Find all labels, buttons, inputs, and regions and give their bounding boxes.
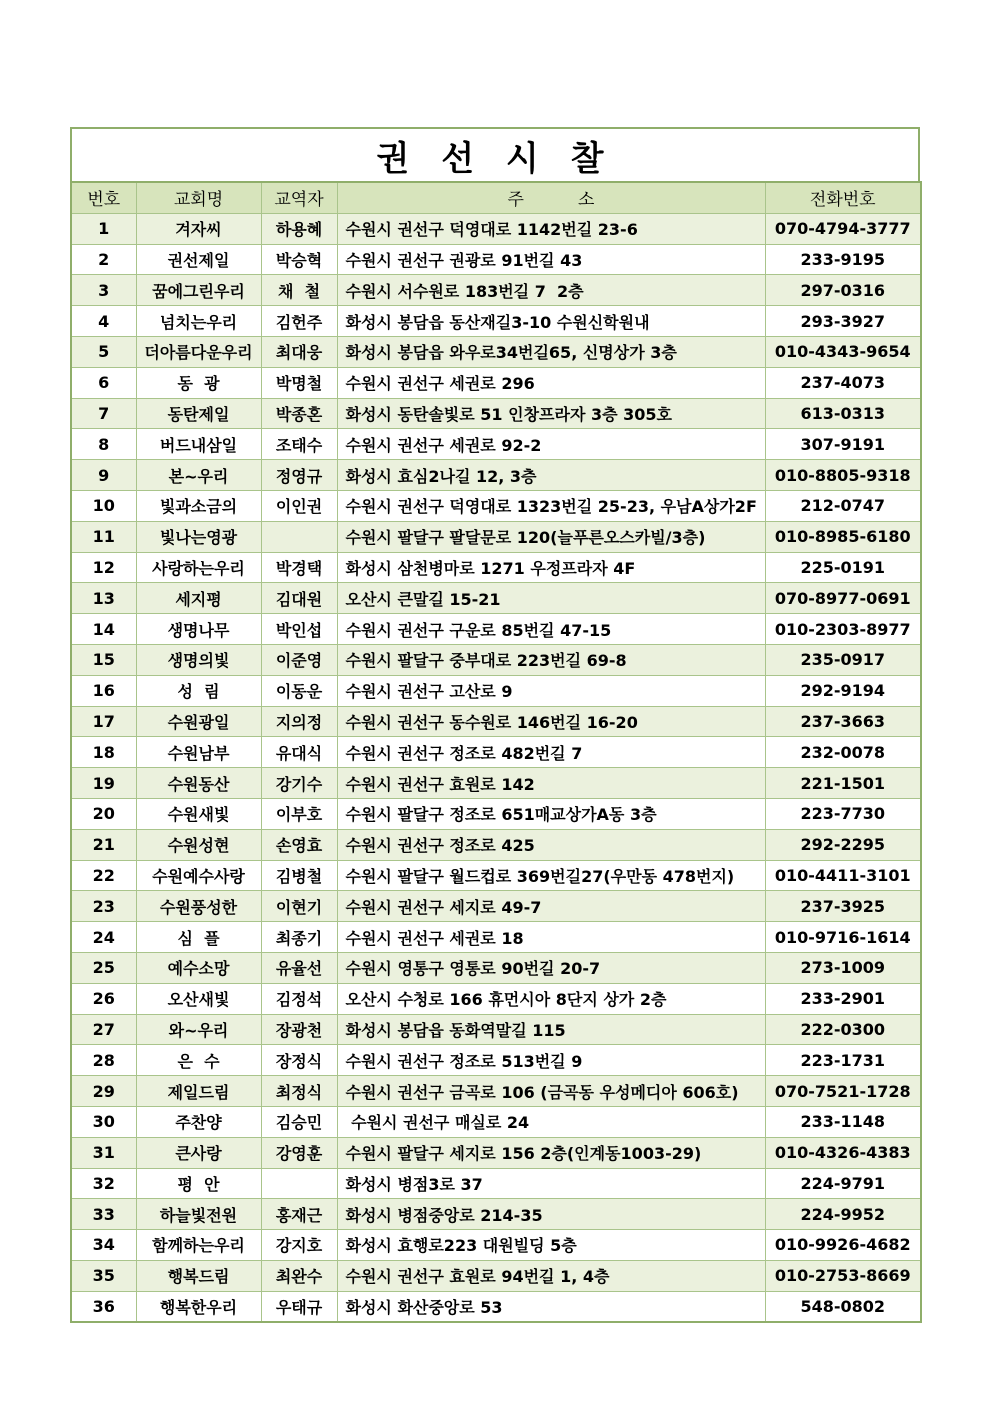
row-number: 17 bbox=[71, 706, 136, 737]
church-address: 오산시 수청로 166 휴먼시아 8단지 상가 2층 bbox=[337, 983, 765, 1014]
church-address: 수원시 권선구 금곡로 106 (금곡동 우성메디아 606호) bbox=[337, 1076, 765, 1107]
row-number: 35 bbox=[71, 1260, 136, 1291]
church-name: 넘치는우리 bbox=[136, 306, 261, 337]
church-phone: 070-8977-0691 bbox=[765, 583, 921, 614]
church-phone: 233-9195 bbox=[765, 244, 921, 275]
church-name: 함께하는우리 bbox=[136, 1230, 261, 1261]
church-address: 수원시 권선구 고산로 9 bbox=[337, 675, 765, 706]
minister-name: 유대식 bbox=[261, 737, 337, 768]
church-phone: 225-0191 bbox=[765, 552, 921, 583]
church-phone: 224-9791 bbox=[765, 1168, 921, 1199]
row-number: 9 bbox=[71, 460, 136, 491]
row-number: 29 bbox=[71, 1076, 136, 1107]
church-name: 주찬양 bbox=[136, 1106, 261, 1137]
church-phone: 010-8805-9318 bbox=[765, 460, 921, 491]
header-number: 번호 bbox=[71, 182, 136, 213]
table-row bbox=[71, 552, 921, 583]
table-row bbox=[71, 367, 921, 398]
row-number: 27 bbox=[71, 1014, 136, 1045]
church-address: 수원시 권선구 구운로 85번길 47-15 bbox=[337, 614, 765, 645]
title-box bbox=[70, 127, 920, 181]
table-row bbox=[71, 1291, 921, 1322]
church-address: 수원시 팔달구 팔달문로 120(늘푸른오스카빌/3층) bbox=[337, 521, 765, 552]
table-row bbox=[71, 244, 921, 275]
row-number: 33 bbox=[71, 1199, 136, 1230]
minister-name: 조태수 bbox=[261, 429, 337, 460]
church-name: 수원새빛 bbox=[136, 798, 261, 829]
table-row bbox=[71, 429, 921, 460]
church-address: 수원시 권선구 효원로 94번길 1, 4층 bbox=[337, 1260, 765, 1291]
church-address: 수원시 권선구 정조로 482번길 7 bbox=[337, 737, 765, 768]
table-row bbox=[71, 1137, 921, 1168]
minister-name: 박승혁 bbox=[261, 244, 337, 275]
minister-name: 강영훈 bbox=[261, 1137, 337, 1168]
church-name: 수원광일 bbox=[136, 706, 261, 737]
table-row bbox=[71, 922, 921, 953]
church-phone: 273-1009 bbox=[765, 952, 921, 983]
row-number: 10 bbox=[71, 490, 136, 521]
church-table bbox=[70, 181, 922, 1323]
church-phone: 307-9191 bbox=[765, 429, 921, 460]
minister-name: 김정석 bbox=[261, 983, 337, 1014]
table-row bbox=[71, 521, 921, 552]
church-address: 수원시 권선구 권광로 91번길 43 bbox=[337, 244, 765, 275]
church-address: 화성시 봉담읍 동산재길3-10 수원신학원내 bbox=[337, 306, 765, 337]
row-number: 3 bbox=[71, 275, 136, 306]
church-address: 수원시 영통구 영통로 90번길 20-7 bbox=[337, 952, 765, 983]
church-name: 사랑하는우리 bbox=[136, 552, 261, 583]
church-address: 화성시 화산중앙로 53 bbox=[337, 1291, 765, 1322]
table-body bbox=[71, 213, 921, 1322]
church-name: 행복한우리 bbox=[136, 1291, 261, 1322]
church-phone: 010-2303-8977 bbox=[765, 614, 921, 645]
row-number: 4 bbox=[71, 306, 136, 337]
church-phone: 235-0917 bbox=[765, 644, 921, 675]
church-name: 수원남부 bbox=[136, 737, 261, 768]
church-address: 수원시 권선구 덕영대로 1323번길 25-23, 우남A상가2F bbox=[337, 490, 765, 521]
minister-name: 이준영 bbox=[261, 644, 337, 675]
row-number: 7 bbox=[71, 398, 136, 429]
table-header-row bbox=[71, 182, 921, 213]
church-phone: 070-7521-1728 bbox=[765, 1076, 921, 1107]
minister-name: 지의정 bbox=[261, 706, 337, 737]
minister-name: 우태규 bbox=[261, 1291, 337, 1322]
church-name: 동 광 bbox=[136, 367, 261, 398]
church-name: 수원예수사랑 bbox=[136, 860, 261, 891]
church-address: 수원시 권선구 동수원로 146번길 16-20 bbox=[337, 706, 765, 737]
church-phone: 292-2295 bbox=[765, 829, 921, 860]
table-row bbox=[71, 983, 921, 1014]
row-number: 14 bbox=[71, 614, 136, 645]
minister-name bbox=[261, 1168, 337, 1199]
church-phone: 010-4326-4383 bbox=[765, 1137, 921, 1168]
table-row bbox=[71, 1106, 921, 1137]
church-address: 수원시 권선구 세권로 92-2 bbox=[337, 429, 765, 460]
church-address: 수원시 권선구 정조로 513번길 9 bbox=[337, 1045, 765, 1076]
church-name: 빛나는영광 bbox=[136, 521, 261, 552]
church-name: 수원동산 bbox=[136, 768, 261, 799]
row-number: 24 bbox=[71, 922, 136, 953]
church-phone: 293-3927 bbox=[765, 306, 921, 337]
church-name: 은 수 bbox=[136, 1045, 261, 1076]
church-phone: 212-0747 bbox=[765, 490, 921, 521]
row-number: 26 bbox=[71, 983, 136, 1014]
church-name: 동탄제일 bbox=[136, 398, 261, 429]
row-number: 2 bbox=[71, 244, 136, 275]
table-row bbox=[71, 891, 921, 922]
table-row bbox=[71, 1045, 921, 1076]
row-number: 25 bbox=[71, 952, 136, 983]
church-name: 권선제일 bbox=[136, 244, 261, 275]
church-phone: 292-9194 bbox=[765, 675, 921, 706]
row-number: 19 bbox=[71, 768, 136, 799]
church-name: 행복드림 bbox=[136, 1260, 261, 1291]
row-number: 12 bbox=[71, 552, 136, 583]
church-address: 수원시 권선구 세권로 18 bbox=[337, 922, 765, 953]
minister-name: 최대웅 bbox=[261, 336, 337, 367]
page-title: 권 선 시 찰 bbox=[376, 138, 614, 179]
row-number: 1 bbox=[71, 213, 136, 244]
minister-name: 김승민 bbox=[261, 1106, 337, 1137]
church-phone: 233-2901 bbox=[765, 983, 921, 1014]
church-name: 본~우리 bbox=[136, 460, 261, 491]
church-phone: 010-2753-8669 bbox=[765, 1260, 921, 1291]
table-row bbox=[71, 1260, 921, 1291]
church-directory-sheet bbox=[70, 127, 920, 1323]
minister-name: 이동운 bbox=[261, 675, 337, 706]
church-name: 하늘빛전원 bbox=[136, 1199, 261, 1230]
minister-name: 홍재근 bbox=[261, 1199, 337, 1230]
church-address: 화성시 삼천병마로 1271 우정프라자 4F bbox=[337, 552, 765, 583]
church-phone: 010-4343-9654 bbox=[765, 336, 921, 367]
church-address: 수원시 권선구 정조로 425 bbox=[337, 829, 765, 860]
row-number: 13 bbox=[71, 583, 136, 614]
row-number: 22 bbox=[71, 860, 136, 891]
minister-name: 박종혼 bbox=[261, 398, 337, 429]
church-address: 화성시 동탄솔빛로 51 인창프라자 3층 305호 bbox=[337, 398, 765, 429]
row-number: 23 bbox=[71, 891, 136, 922]
table-row bbox=[71, 860, 921, 891]
row-number: 15 bbox=[71, 644, 136, 675]
church-phone: 613-0313 bbox=[765, 398, 921, 429]
minister-name: 김병철 bbox=[261, 860, 337, 891]
church-address: 수원시 팔달구 중부대로 223번길 69-8 bbox=[337, 644, 765, 675]
minister-name: 하용혜 bbox=[261, 213, 337, 244]
row-number: 20 bbox=[71, 798, 136, 829]
church-phone: 232-0078 bbox=[765, 737, 921, 768]
church-phone: 297-0316 bbox=[765, 275, 921, 306]
church-address: 수원시 팔달구 세지로 156 2층(인계동1003-29) bbox=[337, 1137, 765, 1168]
church-name: 오산새빛 bbox=[136, 983, 261, 1014]
church-address: 수원시 팔달구 월드컵로 369번길27(우만동 478번지) bbox=[337, 860, 765, 891]
row-number: 32 bbox=[71, 1168, 136, 1199]
church-name: 생명의빛 bbox=[136, 644, 261, 675]
church-name: 생명나무 bbox=[136, 614, 261, 645]
table-row bbox=[71, 614, 921, 645]
church-name: 심 플 bbox=[136, 922, 261, 953]
minister-name: 이인권 bbox=[261, 490, 337, 521]
table-row bbox=[71, 829, 921, 860]
church-name: 세지평 bbox=[136, 583, 261, 614]
church-address: 화성시 봉담읍 와우로34번길65, 신명상가 3층 bbox=[337, 336, 765, 367]
church-phone: 223-7730 bbox=[765, 798, 921, 829]
church-phone: 221-1501 bbox=[765, 768, 921, 799]
row-number: 18 bbox=[71, 737, 136, 768]
header-phone: 전화번호 bbox=[765, 182, 921, 213]
minister-name: 손영효 bbox=[261, 829, 337, 860]
minister-name: 박경택 bbox=[261, 552, 337, 583]
church-address: 화성시 병점중앙로 214-35 bbox=[337, 1199, 765, 1230]
church-phone: 223-1731 bbox=[765, 1045, 921, 1076]
church-phone: 010-9926-4682 bbox=[765, 1230, 921, 1261]
church-name: 평 안 bbox=[136, 1168, 261, 1199]
table-row bbox=[71, 490, 921, 521]
table-row bbox=[71, 1014, 921, 1045]
table-row bbox=[71, 398, 921, 429]
table-row bbox=[71, 306, 921, 337]
minister-name: 최종기 bbox=[261, 922, 337, 953]
church-name: 빛과소금의 bbox=[136, 490, 261, 521]
minister-name: 이현기 bbox=[261, 891, 337, 922]
minister-name: 유율선 bbox=[261, 952, 337, 983]
row-number: 8 bbox=[71, 429, 136, 460]
minister-name: 강기수 bbox=[261, 768, 337, 799]
minister-name: 이부호 bbox=[261, 798, 337, 829]
church-address: 수원시 팔달구 정조로 651매교상가A동 3층 bbox=[337, 798, 765, 829]
church-phone: 233-1148 bbox=[765, 1106, 921, 1137]
row-number: 16 bbox=[71, 675, 136, 706]
minister-name: 박인섭 bbox=[261, 614, 337, 645]
table-row bbox=[71, 675, 921, 706]
row-number: 36 bbox=[71, 1291, 136, 1322]
minister-name: 정영규 bbox=[261, 460, 337, 491]
church-address: 수원시 권선구 세지로 49-7 bbox=[337, 891, 765, 922]
church-address: 수원시 권선구 매실로 24 bbox=[337, 1106, 765, 1137]
table-row bbox=[71, 275, 921, 306]
table-row bbox=[71, 798, 921, 829]
church-name: 꿈에그린우리 bbox=[136, 275, 261, 306]
church-address: 수원시 권선구 덕영대로 1142번길 23-6 bbox=[337, 213, 765, 244]
header-church: 교회명 bbox=[136, 182, 261, 213]
church-address: 수원시 권선구 세권로 296 bbox=[337, 367, 765, 398]
table-row bbox=[71, 1230, 921, 1261]
minister-name: 장광천 bbox=[261, 1014, 337, 1045]
minister-name: 김대원 bbox=[261, 583, 337, 614]
church-address: 화성시 봉담읍 동화역말길 115 bbox=[337, 1014, 765, 1045]
minister-name: 채 철 bbox=[261, 275, 337, 306]
church-phone: 237-3663 bbox=[765, 706, 921, 737]
church-name: 수원성현 bbox=[136, 829, 261, 860]
table-row bbox=[71, 706, 921, 737]
table-row bbox=[71, 336, 921, 367]
church-name: 버드내삼일 bbox=[136, 429, 261, 460]
church-name: 큰사랑 bbox=[136, 1137, 261, 1168]
table-row bbox=[71, 583, 921, 614]
minister-name: 박명철 bbox=[261, 367, 337, 398]
church-address: 수원시 서수원로 183번길 7 2층 bbox=[337, 275, 765, 306]
row-number: 21 bbox=[71, 829, 136, 860]
church-address: 수원시 권선구 효원로 142 bbox=[337, 768, 765, 799]
table-row bbox=[71, 1199, 921, 1230]
church-name: 제일드림 bbox=[136, 1076, 261, 1107]
church-phone: 224-9952 bbox=[765, 1199, 921, 1230]
church-phone: 222-0300 bbox=[765, 1014, 921, 1045]
row-number: 28 bbox=[71, 1045, 136, 1076]
minister-name: 김헌주 bbox=[261, 306, 337, 337]
table-row bbox=[71, 1076, 921, 1107]
church-address: 화성시 병점3로 37 bbox=[337, 1168, 765, 1199]
row-number: 34 bbox=[71, 1230, 136, 1261]
church-name: 더아름다운우리 bbox=[136, 336, 261, 367]
church-address: 오산시 큰말길 15-21 bbox=[337, 583, 765, 614]
minister-name: 최완수 bbox=[261, 1260, 337, 1291]
minister-name: 장정식 bbox=[261, 1045, 337, 1076]
header-address: 주 소 bbox=[337, 182, 765, 213]
church-address: 화성시 효심2나길 12, 3층 bbox=[337, 460, 765, 491]
church-phone: 237-3925 bbox=[765, 891, 921, 922]
table-row bbox=[71, 952, 921, 983]
table-row bbox=[71, 768, 921, 799]
church-name: 겨자씨 bbox=[136, 213, 261, 244]
church-phone: 010-9716-1614 bbox=[765, 922, 921, 953]
table-row bbox=[71, 460, 921, 491]
row-number: 6 bbox=[71, 367, 136, 398]
row-number: 11 bbox=[71, 521, 136, 552]
row-number: 5 bbox=[71, 336, 136, 367]
minister-name: 강지호 bbox=[261, 1230, 337, 1261]
church-phone: 010-8985-6180 bbox=[765, 521, 921, 552]
table-row bbox=[71, 644, 921, 675]
table-row bbox=[71, 737, 921, 768]
church-name: 예수소망 bbox=[136, 952, 261, 983]
church-phone: 010-4411-3101 bbox=[765, 860, 921, 891]
table-row bbox=[71, 213, 921, 244]
minister-name: 최정식 bbox=[261, 1076, 337, 1107]
church-phone: 237-4073 bbox=[765, 367, 921, 398]
church-phone: 070-4794-3777 bbox=[765, 213, 921, 244]
church-phone: 548-0802 bbox=[765, 1291, 921, 1322]
row-number: 30 bbox=[71, 1106, 136, 1137]
church-name: 성 림 bbox=[136, 675, 261, 706]
church-name: 수원풍성한 bbox=[136, 891, 261, 922]
row-number: 31 bbox=[71, 1137, 136, 1168]
church-name: 와~우리 bbox=[136, 1014, 261, 1045]
table-row bbox=[71, 1168, 921, 1199]
church-address: 화성시 효행로223 대원빌딩 5층 bbox=[337, 1230, 765, 1261]
minister-name bbox=[261, 521, 337, 552]
header-minister: 교역자 bbox=[261, 182, 337, 213]
